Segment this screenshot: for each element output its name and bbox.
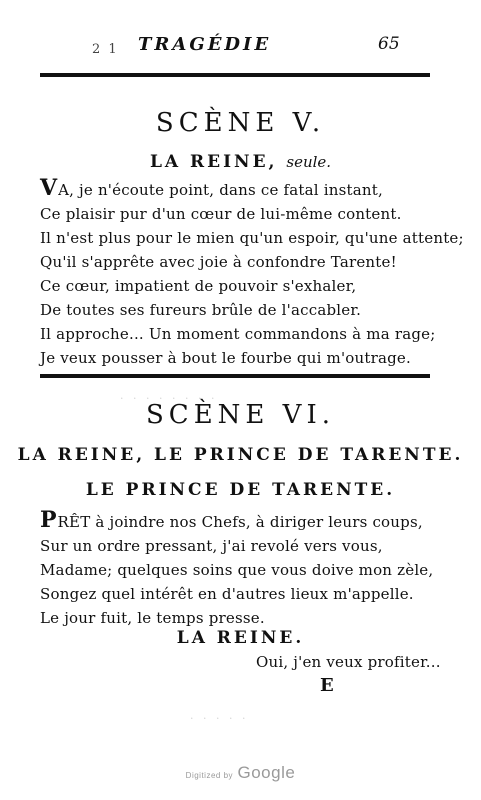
footer-digitized-by: Digitized by — [185, 771, 234, 780]
verse-line: Sur un ordre pressant, j'ai revolé vers vous, — [40, 537, 383, 555]
header-rule — [40, 73, 430, 77]
footer-brand-logo: Google — [237, 763, 296, 782]
scene-5-title: SCÈNE V. — [155, 108, 326, 138]
drop-cap: V — [40, 175, 59, 201]
scene-6-speaker: LE PRINCE DE TARENTE. — [85, 480, 396, 500]
digitization-footer — [0, 763, 481, 783]
verse-line: Je veux pousser à bout le fourbe qui m'outrage. — [40, 349, 411, 367]
header-signature-mark: 2 1 — [92, 42, 119, 57]
scene-5-speaker — [0, 152, 481, 172]
verse-line-reply: Oui, j'en veux profiter... — [256, 653, 441, 671]
verse-line: Qu'il s'apprête avec joie à confondre Tarente! — [40, 253, 397, 271]
scene-6-characters: LA REINE, LE PRINCE DE TARENTE. — [17, 445, 464, 465]
verse-line: PRÊT à joindre nos Chefs, à diriger leurs coups, — [40, 507, 423, 533]
catchword: E — [320, 675, 334, 696]
speaker-stage-note: seule. — [286, 153, 332, 171]
scene-divider-rule — [40, 374, 430, 378]
speaker-name: LA REINE, — [149, 152, 278, 172]
verse-line: Il n'est plus pour le mien qu'un espoir, qu'une attente; — [40, 229, 464, 247]
verse-line: Ce plaisir pur d'un cœur de lui-même content. — [40, 205, 402, 223]
verse-line: VA, je n'écoute point, dans ce fatal instant, — [40, 175, 383, 201]
verse-line: Ce cœur, impatient de pouvoir s'exhaler, — [40, 277, 357, 295]
scene-6-title: SCÈNE VI. — [146, 400, 335, 430]
page-number: 65 — [378, 34, 400, 54]
verse-line: Songez quel intérêt en d'autres lieux m'appelle. — [40, 585, 414, 603]
scene-6-speaker-2: LA REINE. — [176, 628, 305, 648]
verse-line: Le jour fuit, le temps presse. — [40, 609, 265, 627]
verse-line: Madame; quelques soins que vous doive mon zèle, — [40, 561, 434, 579]
verse-line: De toutes ses fureurs brûle de l'accabler. — [40, 301, 362, 319]
show-through-mark: · · · · · — [190, 712, 249, 725]
drop-cap: P — [40, 507, 58, 533]
running-title: TRAGÉDIE — [138, 34, 272, 55]
verse-line: Il approche... Un moment commandons à ma rage; — [40, 325, 436, 343]
show-through-mark: · · · · · · · · — [120, 392, 218, 405]
